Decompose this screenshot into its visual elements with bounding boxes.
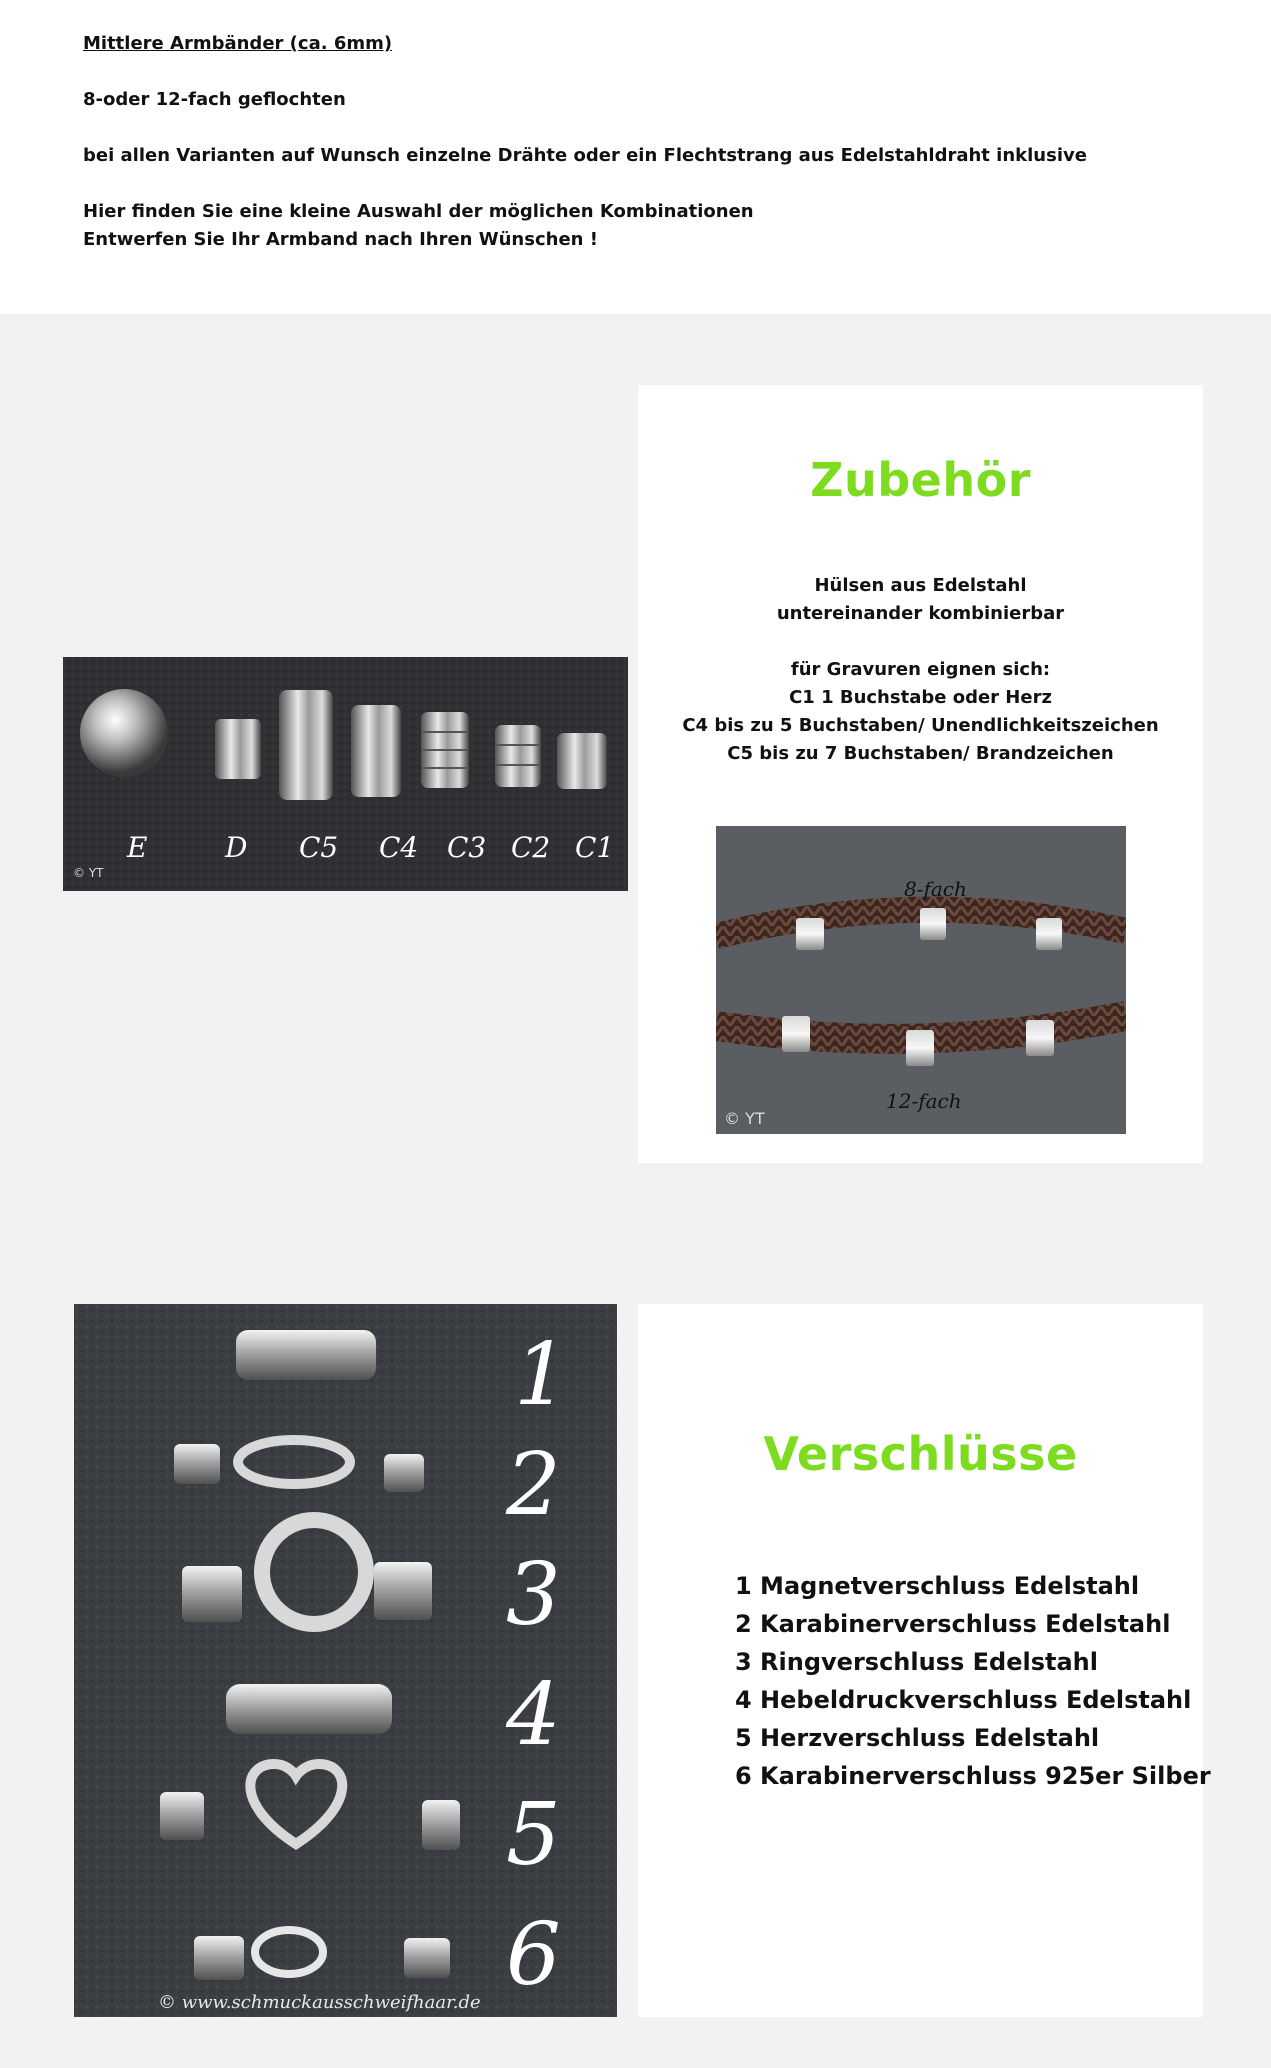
accessories-title: Zubehör [810,453,1031,507]
sleeves-photo [63,657,628,891]
clasp-photo-number-4: 4 [506,1665,561,1765]
sleeve-d [215,719,261,779]
clasp-item-2: 2 Karabinerverschluss Edelstahl [735,1610,1171,1638]
engraving-c4: C4 bis zu 5 Buchstaben/ Unendlichkeitszeichen [682,715,1159,736]
sleeve-label-e: E [127,831,148,864]
accessories-desc-combinable: untereinander kombinierbar [776,603,1065,624]
bracelet-label-8-fach: 8-fach [904,877,967,901]
clasp-photo-number-1: 1 [514,1325,569,1425]
clasp-photo-number-6: 6 [506,1905,561,2005]
clasp-item-6: 6 Karabinerverschluss 925er Silber [735,1762,1211,1790]
bracelet-label-12-fach: 12-fach [886,1089,962,1113]
intro-line-design: Entwerfen Sie Ihr Armband nach Ihren Wünschen ! [83,229,598,250]
sleeve-e-ball [80,689,168,777]
sleeve-c2 [495,725,541,787]
intro-line-wire: bei allen Varianten auf Wunsch einzelne Drähte oder ein Flechtstrang aus Edelstahldraht inklusive [83,145,1087,166]
clasp-1-magnet [236,1330,376,1380]
sleeve-label-c2: C2 [511,831,551,864]
sleeve-label-c5: C5 [299,831,339,864]
engraving-c1: C1 1 Buchstabe oder Herz [789,687,1052,708]
bracelet-photo-watermark: © YT [724,1109,765,1128]
clasp-photo-number-2: 2 [506,1435,561,1535]
clasp-item-3: 3 Ringverschluss Edelstahl [735,1648,1098,1676]
clasp-photo-number-5: 5 [506,1785,561,1885]
sleeve-c5 [279,690,333,800]
engraving-heading: für Gravuren eignen sich: [790,659,1051,680]
accessories-description [638,572,1203,628]
clasp-photo-number-3: 3 [506,1545,561,1645]
clasp-item-4: 4 Hebeldruckverschluss Edelstahl [735,1686,1192,1714]
accessories-desc-material: Hülsen aus Edelstahl [814,575,1027,596]
sleeve-photo-watermark: © YT [73,866,104,880]
clasp-item-1: 1 Magnetverschluss Edelstahl [735,1572,1140,1600]
clasp-item-5: 5 Herzverschluss Edelstahl [735,1724,1100,1752]
sleeve-c4 [351,705,401,797]
intro-heading: Mittlere Armbänder (ca. 6mm) [83,33,393,54]
intro-line-selection: Hier finden Sie eine kleine Auswahl der möglichen Kombinationen [83,201,754,222]
sleeve-label-c1: C1 [575,831,615,864]
accessories-card [638,385,1203,1163]
clasps-title: Verschlüsse [763,1427,1078,1481]
sleeve-c1 [557,733,607,789]
clasp-4-lever [226,1684,392,1734]
clasps-list [735,1567,1211,1795]
intro-line-braiding: 8-oder 12-fach geflochten [83,89,346,110]
engraving-info [638,656,1203,768]
engraving-c5: C5 bis zu 7 Buchstaben/ Brandzeichen [727,743,1114,764]
sleeve-label-c3: C3 [447,831,487,864]
intro-section [0,0,1271,314]
sleeve-label-d: D [225,831,248,864]
sleeve-label-c4: C4 [379,831,419,864]
clasps-card [638,1304,1211,2017]
clasp-photo-watermark: © www.schmuckausschweifhaar.de [158,1992,481,2013]
bracelet-photo [716,826,1126,1134]
clasps-photo [74,1304,617,2017]
